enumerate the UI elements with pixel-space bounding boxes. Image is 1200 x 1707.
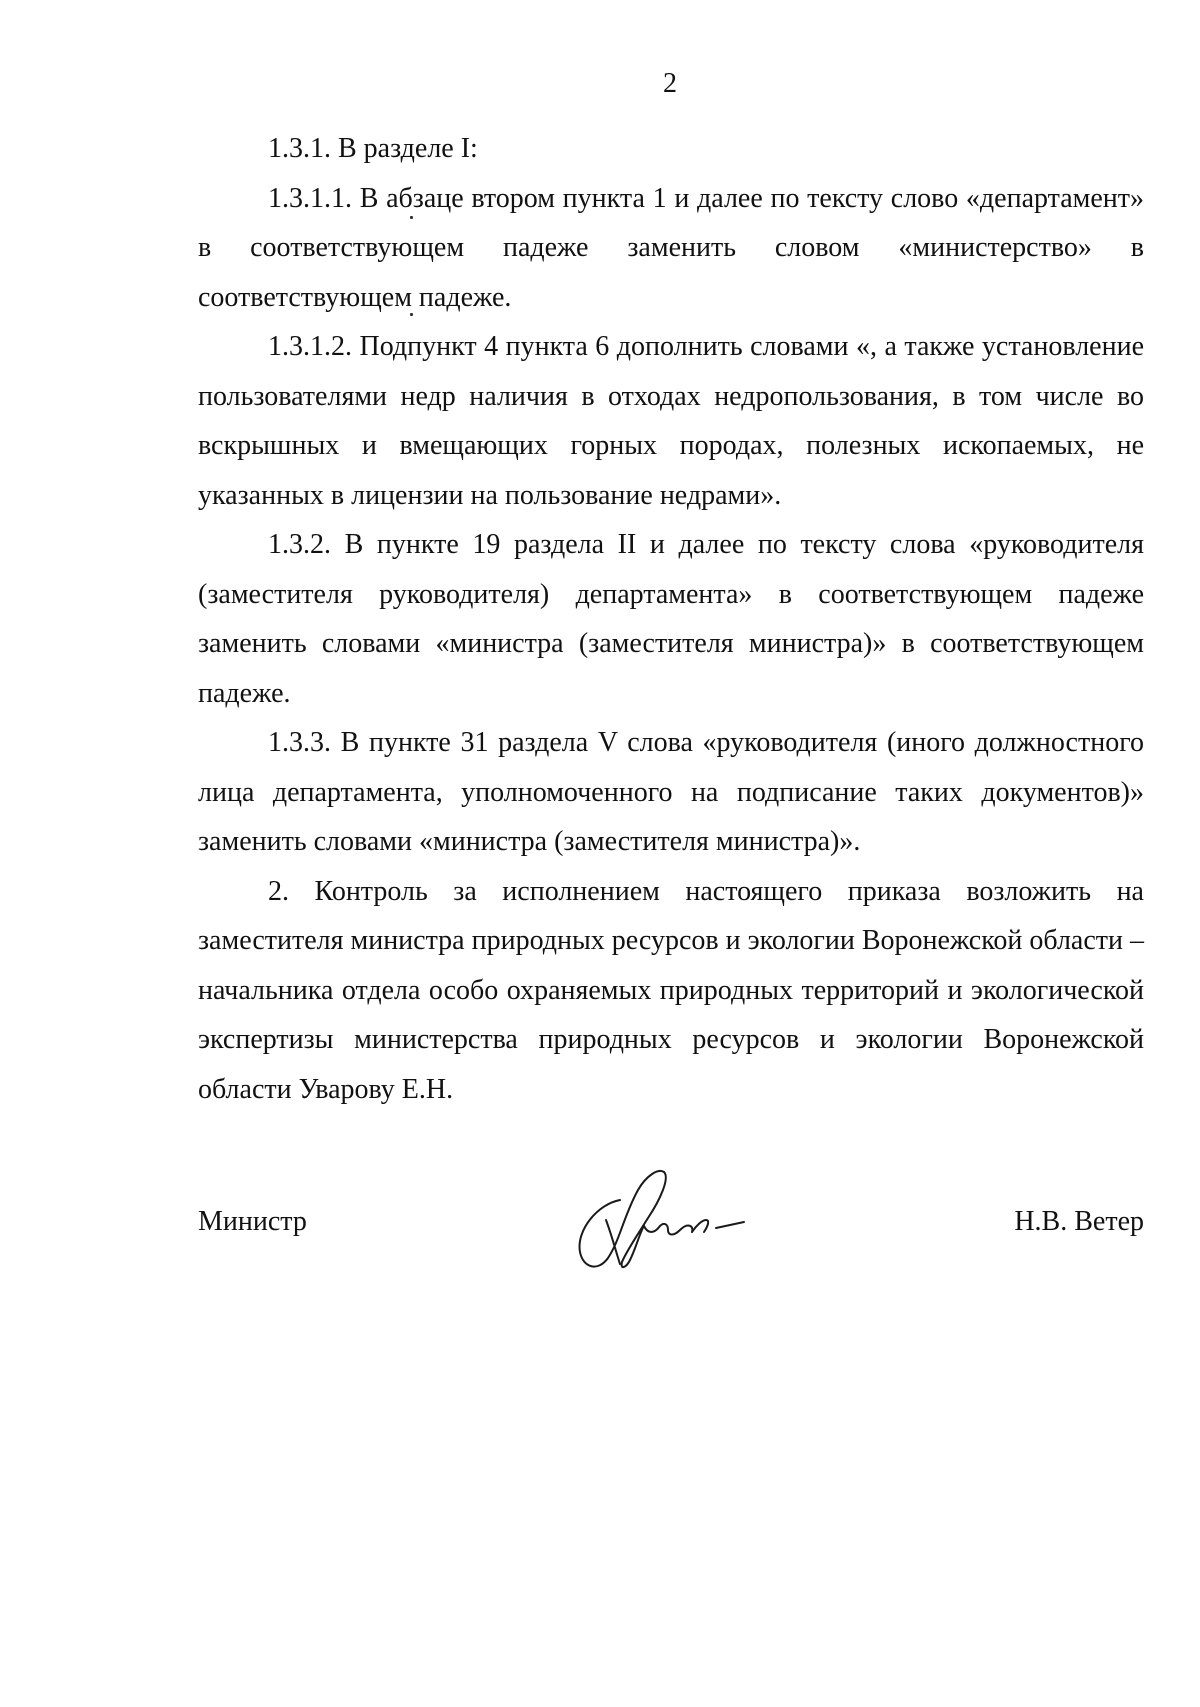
paragraph-1-3-3: 1.3.3. В пункте 31 раздела V слова «руководителя (иного должностного лица департамента, уполномоченного на подписание таких документов)» заменить словами «министра (заместителя министра)». [198, 727, 1144, 857]
paragraph-1-3-2: 1.3.2. В пункте 19 раздела II и далее по тексту слова «руководителя (заместителя руководителя) департамента» в соответствующем падеже заменить словами «министра (заместителя министра)» в соответствующем падеже. [198, 529, 1144, 709]
handwritten-signature [568, 1160, 748, 1278]
page-number: 2 [663, 68, 677, 99]
paragraph-2: 2. Контроль за исполнением настоящего приказа возложить на заместителя министра природных ресурсов и экологии Воронежской области – начальника отдела особо охраняемых природных территорий и экологической экспертизы министерства природных ресурсов и экологии Воронежской области Уварову Е.Н. [198, 875, 1144, 1105]
paragraph-1-3-1: 1.3.1. В разделе I: [268, 133, 478, 164]
scan-artifact [410, 216, 413, 219]
signatory-position: Министр [198, 1206, 307, 1237]
paragraph-1-3-1-1: 1.3.1.1. В абзаце втором пункта 1 и далее по тексту слово «департамент» в соответствующем падеже заменить словом «министерство» в соответствующем падеже. [198, 182, 1144, 313]
document-body [198, 124, 1144, 1114]
scan-artifact [410, 313, 413, 316]
signatory-name: Н.В. Ветер [1014, 1206, 1144, 1237]
paragraph-1-3-1-2: 1.3.1.2. Подпункт 4 пункта 6 дополнить словами «, а также установление пользователями недр наличия в отходах недропользования, в том числе во вскрышных и вмещающих горных породах, полезных ископаемых, не указанных в лицензии на пользование недрами». [198, 331, 1144, 511]
